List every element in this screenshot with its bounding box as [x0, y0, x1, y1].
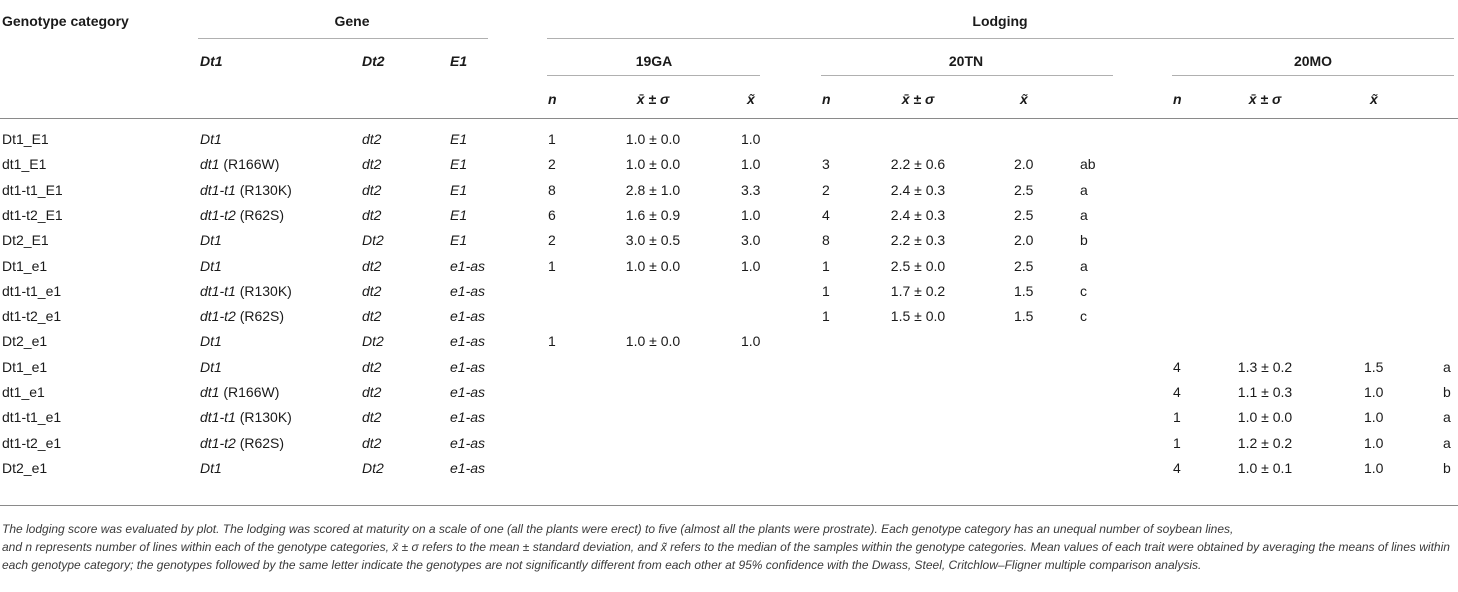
e1-gene-cell: e1-as [450, 384, 486, 400]
dt1-allele: dt1-t1 [200, 181, 236, 198]
table-row [0, 152, 1458, 177]
20mo-letter-cell: a [1443, 358, 1451, 375]
header-env-19ga: 19GA [635, 53, 673, 69]
dt1-gene-cell [200, 408, 292, 426]
19ga-median-cell: 3.0 [741, 232, 761, 249]
table-footnote [2, 520, 1456, 574]
20mo-letter-cell: a [1443, 434, 1451, 451]
dt1-substitution: (R130K) [235, 181, 292, 198]
genotype-category-cell: dt1-t1_E1 [2, 181, 63, 198]
20tn-letter-cell: a [1080, 206, 1088, 223]
20tn-mean-sd-cell: 1.7 ± 0.2 [890, 282, 946, 299]
genotype-category-cell: Dt1_e1 [2, 358, 48, 375]
header-gene-dt2: Dt2 [362, 53, 385, 69]
env-20tn-rule [821, 75, 1113, 76]
20tn-mean-sd-cell: 2.5 ± 0.0 [890, 257, 946, 274]
20tn-mean-sd-cell: 1.5 ± 0.0 [890, 308, 946, 325]
dt1-gene-cell [200, 181, 292, 199]
20tn-n-cell: 1 [822, 257, 830, 274]
dt2-gene-cell: dt2 [362, 257, 382, 274]
dt1-allele: Dt1 [200, 333, 222, 350]
e1-gene-cell: e1-as [450, 308, 486, 325]
19ga-n-cell: 8 [548, 181, 556, 198]
dt1-allele: Dt1 [200, 131, 222, 147]
genotype-category-cell: Dt1_e1 [2, 257, 48, 274]
19ga-n-cell: 1 [548, 333, 556, 350]
20tn-median-cell: 2.5 [1014, 206, 1034, 223]
gene-group-rule [198, 38, 488, 39]
header-20mo-median: x̃ [1370, 91, 1378, 107]
header-genotype-category: Genotype category [2, 13, 129, 29]
20tn-letter-cell: b [1080, 232, 1088, 249]
dt2-gene-cell: dt2 [362, 206, 382, 223]
table-row [0, 304, 1458, 329]
header-env-20mo: 20MO [1293, 53, 1333, 69]
20mo-median-cell: 1.0 [1364, 409, 1384, 426]
dt2-gene-cell: dt2 [362, 156, 382, 173]
20tn-letter-cell: ab [1080, 156, 1096, 173]
20tn-median-cell: 2.0 [1014, 156, 1034, 173]
dt1-substitution: (R62S) [235, 434, 285, 451]
dt2-gene-cell: dt2 [362, 409, 382, 426]
20tn-mean-sd-cell: 2.2 ± 0.6 [890, 156, 946, 173]
19ga-mean-sd-cell: 1.0 ± 0.0 [625, 257, 681, 274]
genotype-category-cell: Dt2_e1 [2, 333, 48, 350]
20mo-mean-sd-cell: 1.0 ± 0.1 [1237, 459, 1293, 476]
dt1-gene-cell [200, 358, 222, 376]
dt1-gene-cell [200, 332, 222, 350]
dt2-gene-cell: Dt2 [362, 232, 384, 249]
dt2-gene-cell: dt2 [362, 131, 382, 147]
table-row [0, 178, 1458, 203]
dt1-gene-cell [200, 383, 279, 401]
20tn-n-cell: 4 [822, 206, 830, 223]
19ga-mean-sd-cell: 1.6 ± 0.9 [625, 206, 681, 223]
dt1-gene-cell [200, 459, 222, 477]
20mo-mean-sd-cell: 1.1 ± 0.3 [1237, 384, 1293, 400]
dt2-gene-cell: dt2 [362, 181, 382, 198]
dt1-allele: dt1 [200, 384, 220, 400]
genotype-category-cell: dt1-t2_e1 [2, 308, 62, 325]
20tn-median-cell: 2.0 [1014, 232, 1034, 249]
20mo-median-cell: 1.0 [1364, 434, 1384, 451]
genotype-category-cell: Dt2_e1 [2, 459, 48, 476]
dt1-substitution: (R166W) [219, 156, 280, 173]
19ga-n-cell: 1 [548, 131, 556, 147]
20mo-n-cell: 4 [1173, 384, 1181, 400]
table-row [0, 127, 1458, 152]
20tn-median-cell: 1.5 [1014, 282, 1034, 299]
20tn-n-cell: 2 [822, 181, 830, 198]
e1-gene-cell: e1-as [450, 434, 486, 451]
20tn-n-cell: 1 [822, 282, 830, 299]
genotype-category-cell: dt1-t2_E1 [2, 206, 63, 223]
20tn-median-cell: 2.5 [1014, 181, 1034, 198]
20mo-mean-sd-cell: 1.3 ± 0.2 [1237, 358, 1293, 375]
20tn-n-cell: 3 [822, 156, 830, 173]
footnote-line-1: The lodging score was evaluated by plot. The lodging was scored at maturity on a scale of one (all the plants were erect) to five (almost all the plants were prostrate). Each genotype category has an unequal number of soybean lines, [2, 522, 1234, 536]
header-19ga-mean-sd: x̄ ± σ [636, 91, 670, 107]
dt2-gene-cell: dt2 [362, 282, 382, 299]
20tn-mean-sd-cell: 2.2 ± 0.3 [890, 232, 946, 249]
dt1-allele: Dt1 [200, 232, 222, 249]
e1-gene-cell: E1 [450, 131, 468, 147]
19ga-mean-sd-cell: 1.0 ± 0.0 [625, 333, 681, 350]
dt1-gene-cell [200, 130, 222, 148]
19ga-mean-sd-cell: 1.0 ± 0.0 [625, 131, 681, 147]
table-row [0, 228, 1458, 253]
20mo-n-cell: 4 [1173, 358, 1181, 375]
table-bottom-rule [0, 505, 1458, 506]
table-row [0, 203, 1458, 228]
e1-gene-cell: e1-as [450, 257, 486, 274]
genotype-category-cell: Dt1_E1 [2, 131, 49, 147]
19ga-n-cell: 2 [548, 232, 556, 249]
genotype-category-cell: Dt2_E1 [2, 232, 49, 249]
dt2-gene-cell: Dt2 [362, 333, 384, 350]
dt1-allele: dt1-t2 [200, 308, 236, 325]
19ga-n-cell: 2 [548, 156, 556, 173]
dt1-allele: Dt1 [200, 459, 222, 476]
20tn-letter-cell: c [1080, 282, 1087, 299]
genotype-category-cell: dt1-t1_e1 [2, 282, 62, 299]
20mo-median-cell: 1.5 [1364, 358, 1384, 375]
e1-gene-cell: E1 [450, 181, 468, 198]
20tn-mean-sd-cell: 2.4 ± 0.3 [890, 206, 946, 223]
20tn-letter-cell: a [1080, 181, 1088, 198]
dt2-gene-cell: dt2 [362, 434, 382, 451]
20mo-n-cell: 1 [1173, 409, 1181, 426]
19ga-n-cell: 1 [548, 257, 556, 274]
header-lodging: Lodging [972, 13, 1028, 29]
19ga-median-cell: 1.0 [741, 333, 761, 350]
dt1-substitution: (R62S) [235, 308, 285, 325]
header-gene-e1: E1 [450, 53, 468, 69]
dt1-allele: dt1 [200, 156, 220, 173]
dt1-allele: dt1-t1 [200, 282, 236, 299]
e1-gene-cell: e1-as [450, 333, 486, 350]
20tn-mean-sd-cell: 2.4 ± 0.3 [890, 181, 946, 198]
header-19ga-median: x̃ [747, 91, 755, 107]
dt1-substitution: (R130K) [235, 409, 292, 426]
20mo-letter-cell: a [1443, 409, 1451, 426]
20mo-median-cell: 1.0 [1364, 459, 1384, 476]
20mo-median-cell: 1.0 [1364, 384, 1384, 400]
20tn-letter-cell: c [1080, 308, 1087, 325]
dt1-substitution: (R166W) [219, 384, 280, 400]
19ga-mean-sd-cell: 2.8 ± 1.0 [625, 181, 681, 198]
19ga-n-cell: 6 [548, 206, 556, 223]
table-row [0, 254, 1458, 279]
dt1-allele: dt1-t2 [200, 434, 236, 451]
19ga-mean-sd-cell: 1.0 ± 0.0 [625, 156, 681, 173]
20tn-n-cell: 8 [822, 232, 830, 249]
table-row [0, 279, 1458, 304]
footnote-line-2: and n represents number of lines within each of the genotype categories, x̄ ± σ refers to the mean ± standard deviation, and x̃ refers to the median of the samples within the genotype categories. Mean values of each trait were obtained by averaging the means of lines within each genotype category; the genotypes followed by the same letter indicate the genotypes are not significantly different from each other at 95% confidence with the Dwass, Steel, Critchlow–Fligner multiple comparison analysis. [2, 540, 1450, 572]
20tn-n-cell: 1 [822, 308, 830, 325]
genotype-category-cell: dt1_E1 [2, 156, 47, 173]
dt1-substitution: (R62S) [235, 206, 285, 223]
table-row [0, 329, 1458, 354]
table-row [0, 431, 1458, 456]
dt2-gene-cell: dt2 [362, 384, 382, 400]
genotype-category-cell: dt1-t2_e1 [2, 434, 62, 451]
20mo-letter-cell: b [1443, 384, 1451, 400]
19ga-median-cell: 3.3 [741, 181, 761, 198]
header-20mo-mean-sd: x̄ ± σ [1248, 91, 1282, 107]
20mo-mean-sd-cell: 1.0 ± 0.0 [1237, 409, 1293, 426]
19ga-median-cell: 1.0 [741, 257, 761, 274]
header-20tn-n: n [822, 91, 831, 107]
dt1-gene-cell [200, 257, 222, 275]
dt1-allele: dt1-t1 [200, 409, 236, 426]
e1-gene-cell: e1-as [450, 282, 486, 299]
20mo-letter-cell: b [1443, 459, 1451, 476]
e1-gene-cell: E1 [450, 156, 468, 173]
19ga-mean-sd-cell: 3.0 ± 0.5 [625, 232, 681, 249]
20mo-n-cell: 4 [1173, 459, 1181, 476]
e1-gene-cell: E1 [450, 206, 468, 223]
dt1-gene-cell [200, 282, 292, 300]
dt1-allele: Dt1 [200, 358, 222, 375]
header-20mo-n: n [1173, 91, 1182, 107]
dt1-gene-cell [200, 231, 222, 249]
dt1-allele: dt1-t2 [200, 206, 236, 223]
20tn-median-cell: 2.5 [1014, 257, 1034, 274]
dt2-gene-cell: dt2 [362, 358, 382, 375]
20mo-mean-sd-cell: 1.2 ± 0.2 [1237, 434, 1293, 451]
dt1-substitution: (R130K) [235, 282, 292, 299]
19ga-median-cell: 1.0 [741, 156, 761, 173]
dt2-gene-cell: dt2 [362, 308, 382, 325]
lodging-group-rule [547, 38, 1454, 39]
dt1-gene-cell [200, 307, 284, 325]
dt1-allele: Dt1 [200, 257, 222, 274]
genotype-category-cell: dt1-t1_e1 [2, 409, 62, 426]
19ga-median-cell: 1.0 [741, 131, 761, 147]
table-row [0, 405, 1458, 430]
table-row [0, 456, 1458, 481]
20tn-letter-cell: a [1080, 257, 1088, 274]
header-gene-dt1: Dt1 [200, 53, 223, 69]
header-20tn-mean-sd: x̄ ± σ [901, 91, 935, 107]
env-19ga-rule [547, 75, 760, 76]
20tn-median-cell: 1.5 [1014, 308, 1034, 325]
header-19ga-n: n [548, 91, 557, 107]
env-20mo-rule [1172, 75, 1454, 76]
dt1-gene-cell [200, 206, 284, 224]
header-20tn-median: x̃ [1020, 91, 1028, 107]
e1-gene-cell: E1 [450, 232, 468, 249]
table-row [0, 355, 1458, 380]
e1-gene-cell: e1-as [450, 409, 486, 426]
20mo-n-cell: 1 [1173, 434, 1181, 451]
19ga-median-cell: 1.0 [741, 206, 761, 223]
dt1-gene-cell [200, 155, 279, 173]
header-bottom-rule [0, 118, 1458, 119]
header-gene: Gene [334, 13, 370, 29]
dt1-gene-cell [200, 434, 284, 452]
genotype-category-cell: dt1_e1 [2, 384, 45, 400]
dt2-gene-cell: Dt2 [362, 459, 384, 476]
e1-gene-cell: e1-as [450, 358, 486, 375]
header-env-20tn: 20TN [948, 53, 984, 69]
e1-gene-cell: e1-as [450, 459, 486, 476]
table-row [0, 380, 1458, 405]
